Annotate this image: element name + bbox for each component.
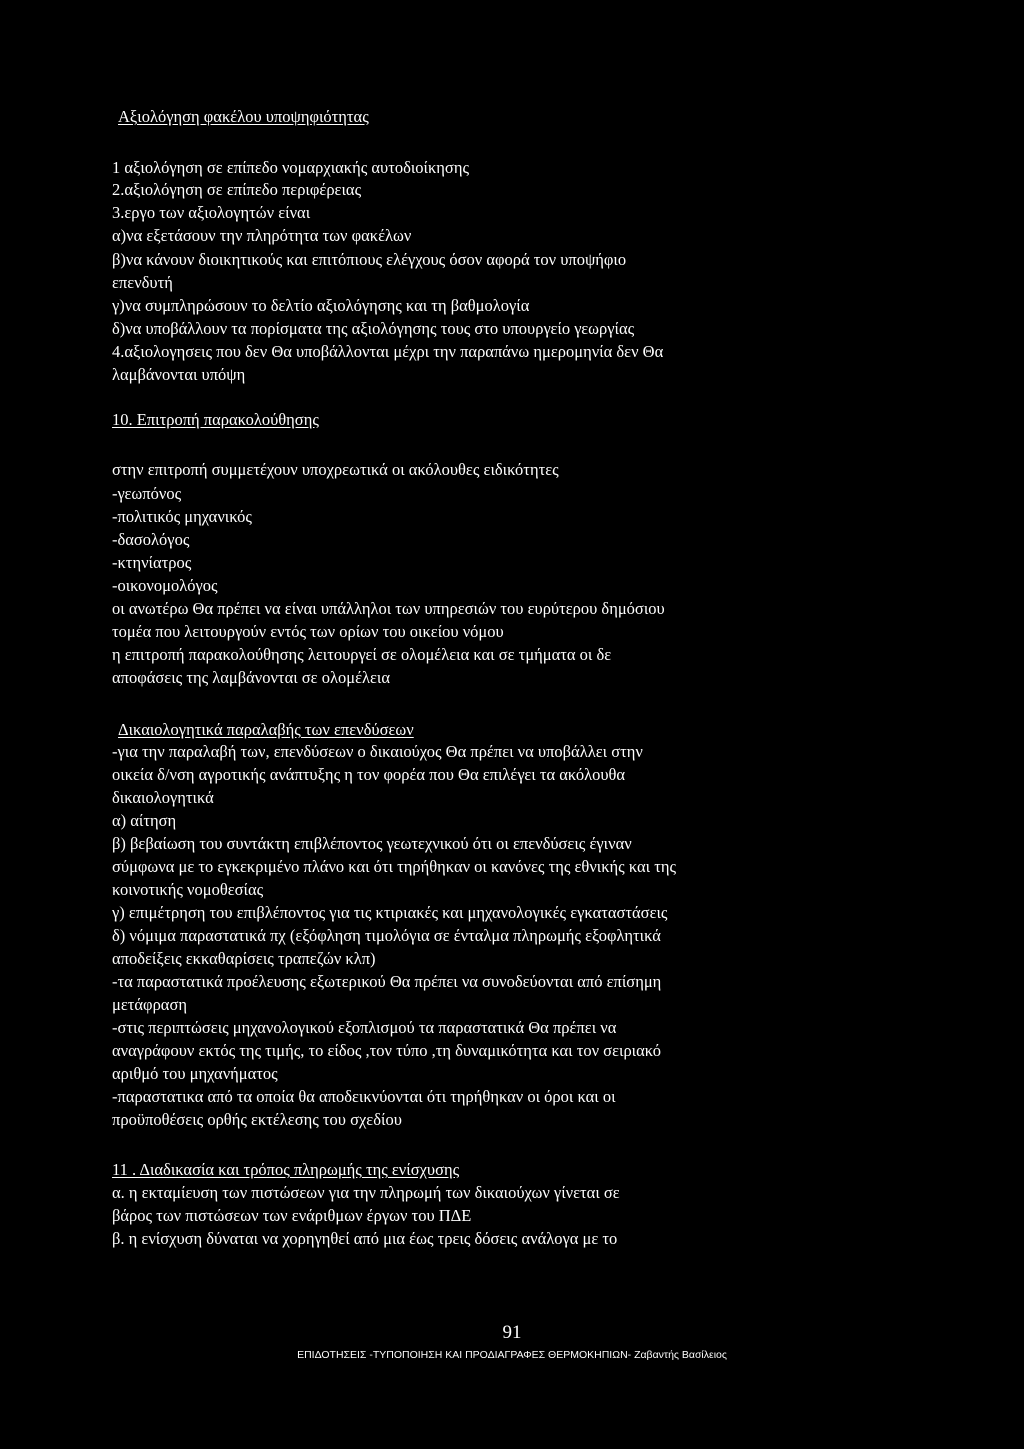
- text-line: αριθμό του μηχανήματος: [112, 1064, 278, 1083]
- text-line: β) βεβαίωση του συντάκτη επιβλέποντος γεωτεχνικού ότι οι επενδύσεις έγιναν: [112, 834, 632, 853]
- text-line: -δασολόγος: [112, 530, 190, 549]
- section-heading-assessment: Αξιολόγηση φακέλου υποψηφιότητας: [118, 107, 369, 126]
- text-line: σύμφωνα με το εγκεκριμένο πλάνο και ότι τηρήθηκαν οι κανόνες της εθνικής και της: [112, 857, 676, 876]
- text-line: 2.αξιολόγηση σε επίπεδο περιφέρειας: [112, 180, 362, 199]
- text-line: κοινοτικής νομοθεσίας: [112, 880, 264, 899]
- text-line: 3.εργο των αξιολογητών είναι: [112, 203, 311, 222]
- text-line: -πολιτικός μηχανικός: [112, 507, 252, 526]
- text-line: τομέα που λειτουργούν εντός των ορίων του οικείου νόμου: [112, 622, 504, 641]
- text-line: α. η εκταμίευση των πιστώσεων για την πληρωμή των δικαιούχων γίνεται σε: [112, 1183, 620, 1202]
- text-line: α)να εξετάσουν την πληρότητα των φακέλων: [112, 226, 412, 245]
- section-heading-committee: 10. Επιτροπή παρακολούθησης: [112, 410, 319, 429]
- text-line: δικαιολογητικά: [112, 788, 214, 807]
- text-line: β)να κάνουν διοικητικούς και επιτόπιους ελέγχους όσον αφορά τον υποψήφιο: [112, 250, 627, 269]
- text-line: δ)να υποβάλλουν τα πορίσματα της αξιολόγησης τους στο υπουργείο γεωργίας: [112, 319, 635, 338]
- text-line: αναγράφουν εκτός της τιμής, το είδος ,τον τύπο ,τη δυναμικότητα και τον σειριακό: [112, 1041, 661, 1060]
- text-line: δ) νόμιμα παραστατικά πχ (εξόφληση τιμολόγια σε ένταλμα πληρωμής εξοφλητικά: [112, 926, 661, 945]
- text-line: -κτηνίατρος: [112, 553, 192, 572]
- text-line: λαμβάνονται υπόψη: [112, 365, 246, 384]
- text-line: οι ανωτέρω Θα πρέπει να είναι υπάλληλοι των υπηρεσιών του ευρύτερου δημόσιου: [112, 599, 665, 618]
- text-line: -για την παραλαβή των, επενδύσεων ο δικαιούχος Θα πρέπει να υποβάλλει στην: [112, 742, 643, 761]
- text-line: β. η ενίσχυση δύναται να χορηγηθεί από μια έως τρεις δόσεις ανάλογα με το: [112, 1229, 618, 1248]
- text-line: -παραστατικα από τα οποία θα αποδεικνύονται ότι τηρήθηκαν οι όροι και οι: [112, 1087, 616, 1106]
- text-line: 1 αξιολόγηση σε επίπεδο νομαρχιακής αυτοδιοίκησης: [112, 158, 469, 177]
- section-heading-documents: Δικαιολογητικά παραλαβής των επενδύσεων: [118, 720, 414, 739]
- page-footer: ΕΠΙΔΟΤΗΣΕΙΣ -ΤΥΠΟΠΟΙΗΣΗ ΚΑΙ ΠΡΟΔΙΑΓΡΑΦΕΣ ΘΕΡΜΟΚΗΠΙΩΝ- Ζαβαντής Βασίλειος: [297, 1349, 727, 1361]
- text-line: η επιτροπή παρακολούθησης λειτουργεί σε ολομέλεια και σε τμήματα οι δε: [112, 645, 612, 664]
- text-line: 4.αξιολογησεις που δεν Θα υποβάλλονται μέχρι την παραπάνω ημερομηνία δεν Θα: [112, 342, 664, 361]
- text-line: α) αίτηση: [112, 811, 177, 830]
- text-line: οικεία δ/νση αγροτικής ανάπτυξης η τον φορέα που Θα επιλέγει τα ακόλουθα: [112, 765, 626, 784]
- text-line: στην επιτροπή συμμετέχουν υποχρεωτικά οι ακόλουθες ειδικότητες: [112, 460, 559, 479]
- text-line: γ) επιμέτρηση του επιβλέποντος για τις κτιριακές και μηχανολογικές εγκαταστάσεις: [112, 903, 668, 922]
- page-number: 91: [502, 1322, 522, 1343]
- text-line: -γεωπόνος: [112, 484, 182, 503]
- text-line: -τα παραστατικά προέλευσης εξωτερικού Θα πρέπει να συνοδεύονται από επίσημη: [112, 972, 662, 991]
- text-line: -οικονομολόγος: [112, 576, 218, 595]
- text-line: προϋποθέσεις ορθής εκτέλεσης του σχεδίου: [112, 1110, 402, 1129]
- text-line: αποδείξεις εκκαθαρίσεις τραπεζών κλπ): [112, 949, 376, 968]
- text-line: μετάφραση: [112, 995, 187, 1014]
- text-line: αποφάσεις της λαμβάνονται σε ολομέλεια: [112, 668, 391, 687]
- text-line: -στις περιπτώσεις μηχανολογικού εξοπλισμού τα παραστατικά Θα πρέπει να: [112, 1018, 617, 1037]
- text-line: επενδυτή: [112, 273, 173, 292]
- text-line: βάρος των πιστώσεων των ενάριθμων έργων του ΠΔΕ: [112, 1206, 472, 1225]
- section-heading-procedure: 11 . Διαδικασία και τρόπος πληρωμής της ενίσχυσης: [112, 1160, 460, 1179]
- text-line: γ)να συμπληρώσουν το δελτίο αξιολόγησης και τη βαθμολογία: [112, 296, 530, 315]
